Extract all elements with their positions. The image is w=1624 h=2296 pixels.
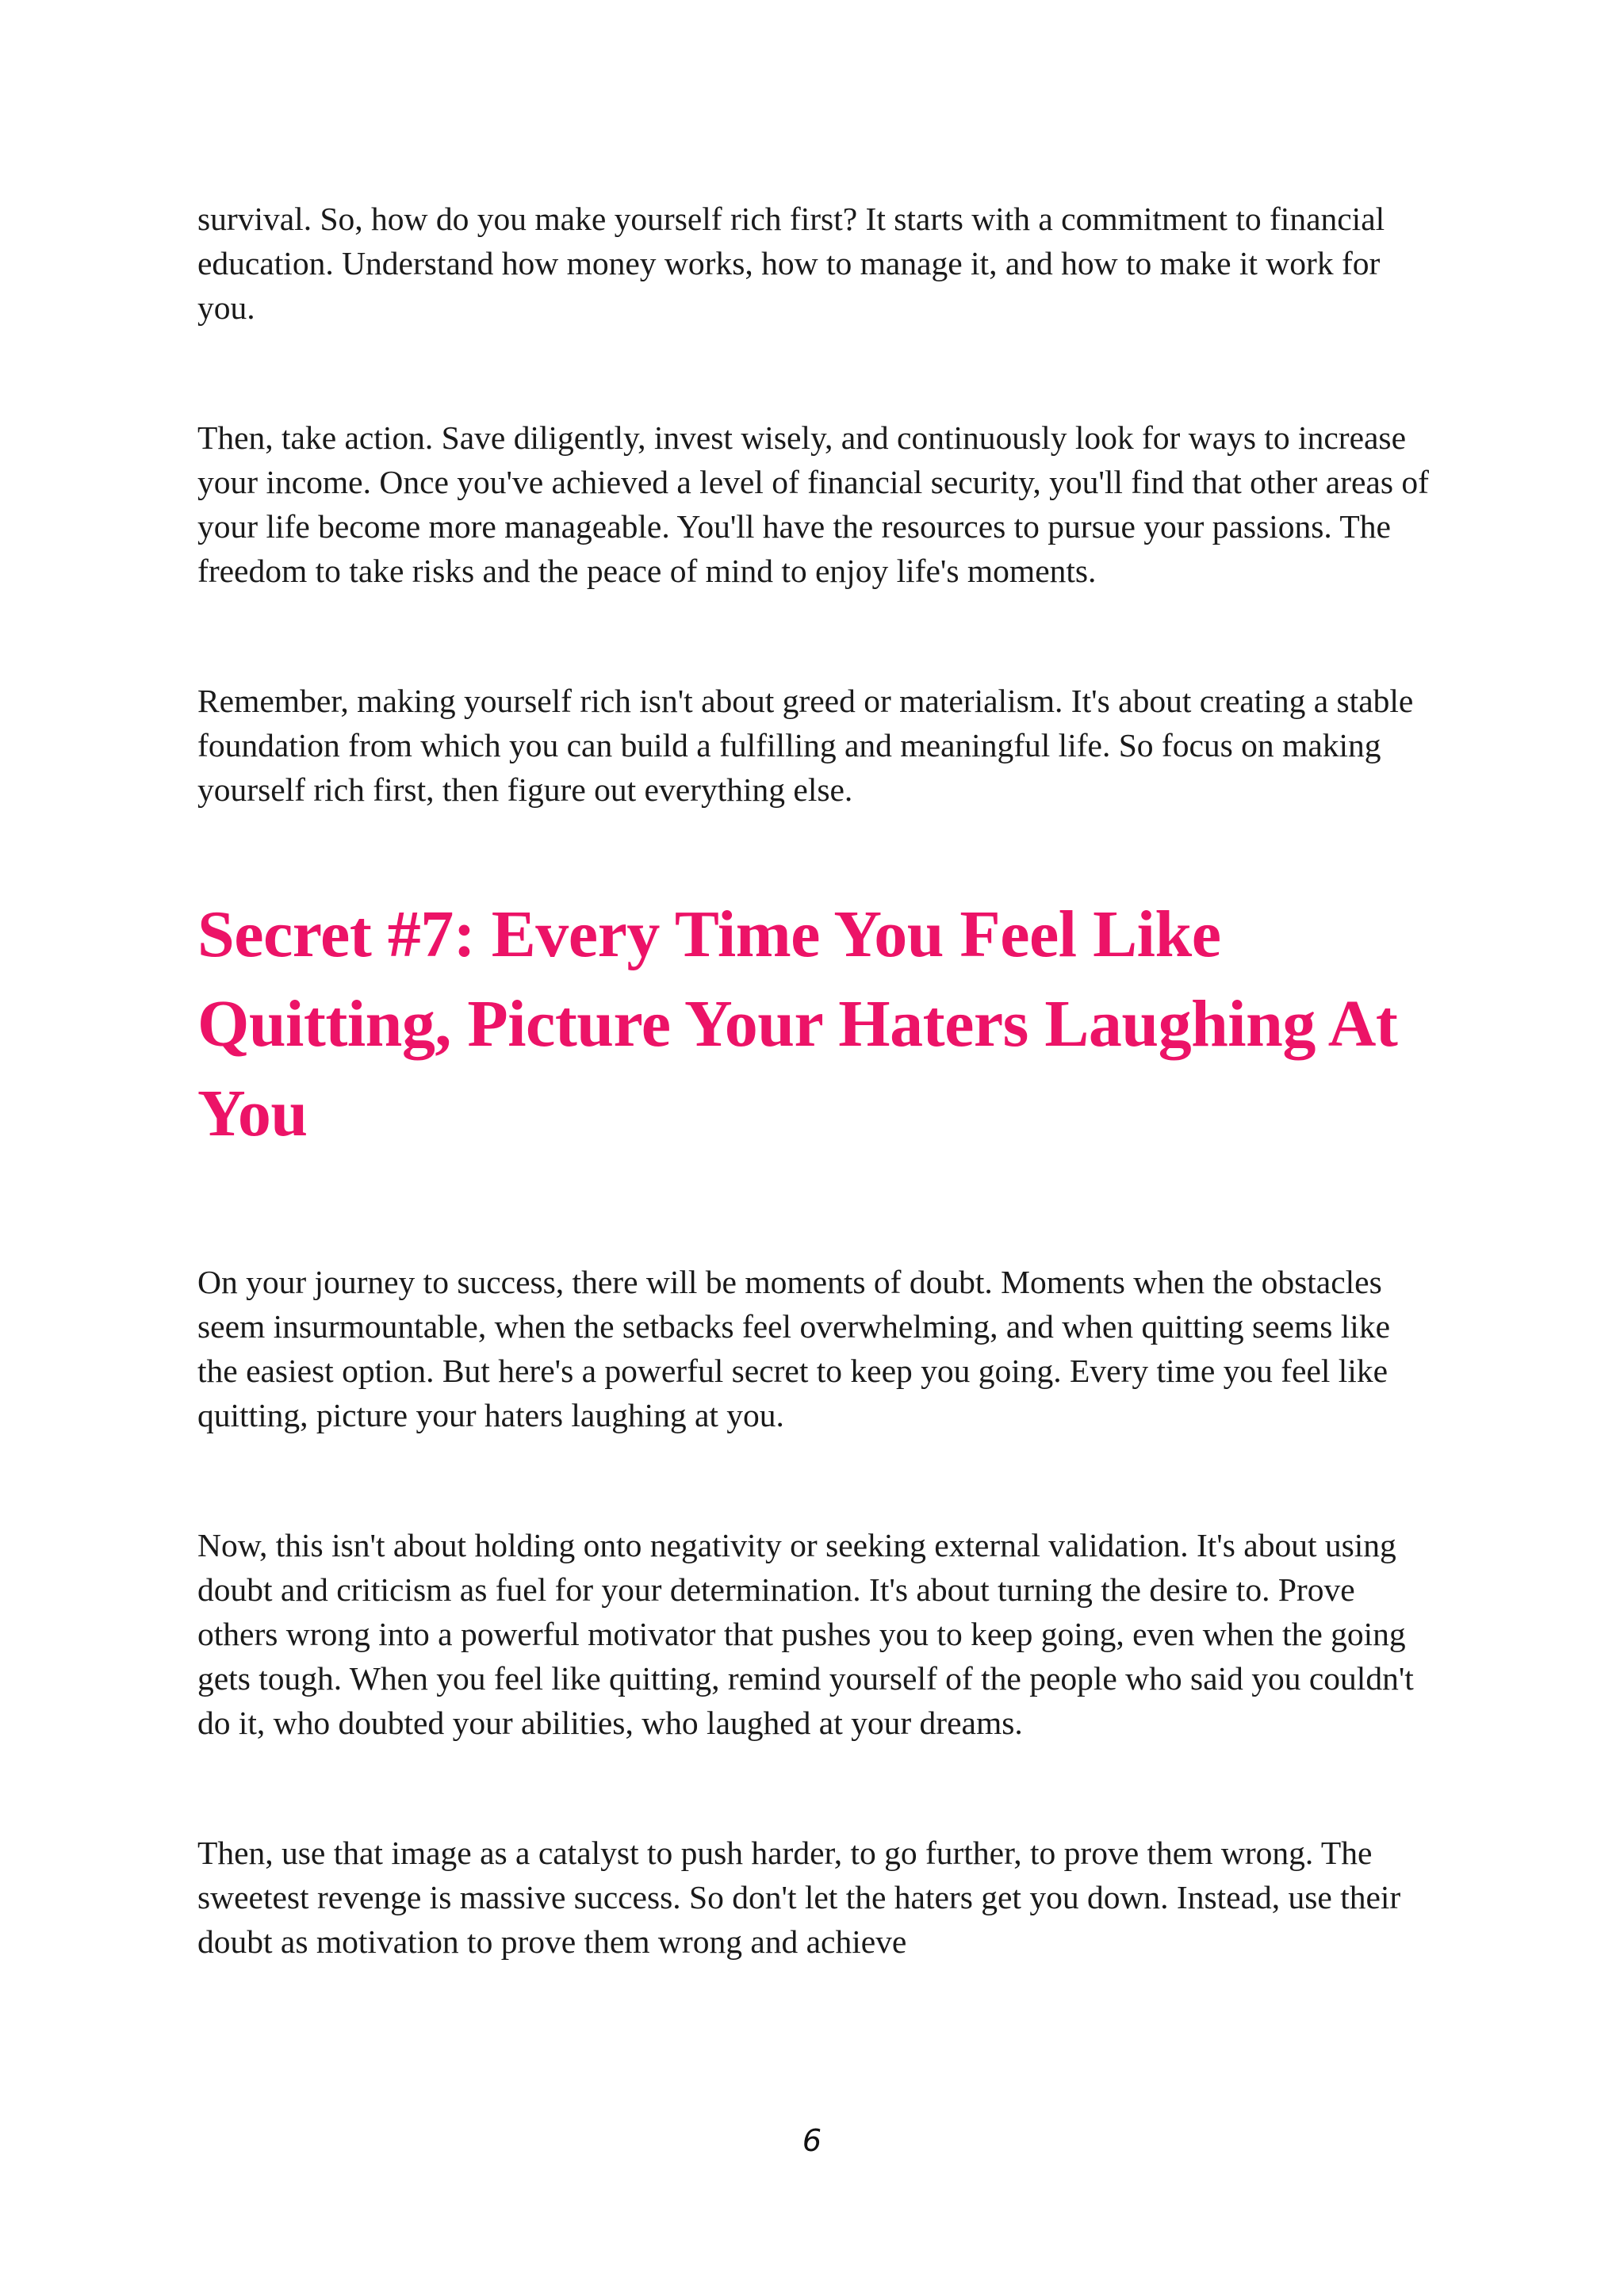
- page-number: 6: [802, 2123, 822, 2158]
- body-paragraph: Now, this isn't about holding onto negativity or seeking external validation. It's about using doubt and criticism as fuel for your determination. It's about turning the desire to. Prove others wrong into a powerful motivator that pushes you to keep going, even when the going gets tough. When you feel like quitting, remind yourself of the people who said you couldn't do it, who doubted your abilities, who laughed at your dreams.: [197, 1527, 1414, 1741]
- page-content: [197, 197, 1434, 1964]
- body-paragraph: Then, take action. Save diligently, invest wisely, and continuously look for ways to increase your income. Once you've achieved a level of financial security, you'll find that other areas of your life become more manageable. You'll have the resources to pursue your passions. The freedom to take risks and the peace of mind to enjoy life's moments.: [197, 419, 1429, 589]
- section-heading: Secret #7: Every Time You Feel Like Quitting, Picture Your Haters Laughing At You: [197, 897, 1398, 1150]
- body-paragraph: survival. So, how do you make yourself rich first? It starts with a commitment to financial education. Understand how money works, how to manage it, and how to make it work for you.: [197, 201, 1385, 326]
- body-paragraph: Remember, making yourself rich isn't about greed or materialism. It's about creating a stable foundation from which you can build a fulfilling and meaningful life. So focus on making yourself rich first, then figure out everything else.: [197, 683, 1414, 808]
- body-paragraph: Then, use that image as a catalyst to push harder, to go further, to prove them wrong. The sweetest revenge is massive success. So don't let the haters get you down. Instead, use their doubt as motivation to prove them wrong and achieve: [197, 1835, 1401, 1960]
- body-paragraph: On your journey to success, there will be moments of doubt. Moments when the obstacles seem insurmountable, when the setbacks feel overwhelming, and when quitting seems like the easiest option. But here's a powerful secret to keep you going. Every time you feel like quitting, picture your haters laughing at you.: [197, 1264, 1390, 1433]
